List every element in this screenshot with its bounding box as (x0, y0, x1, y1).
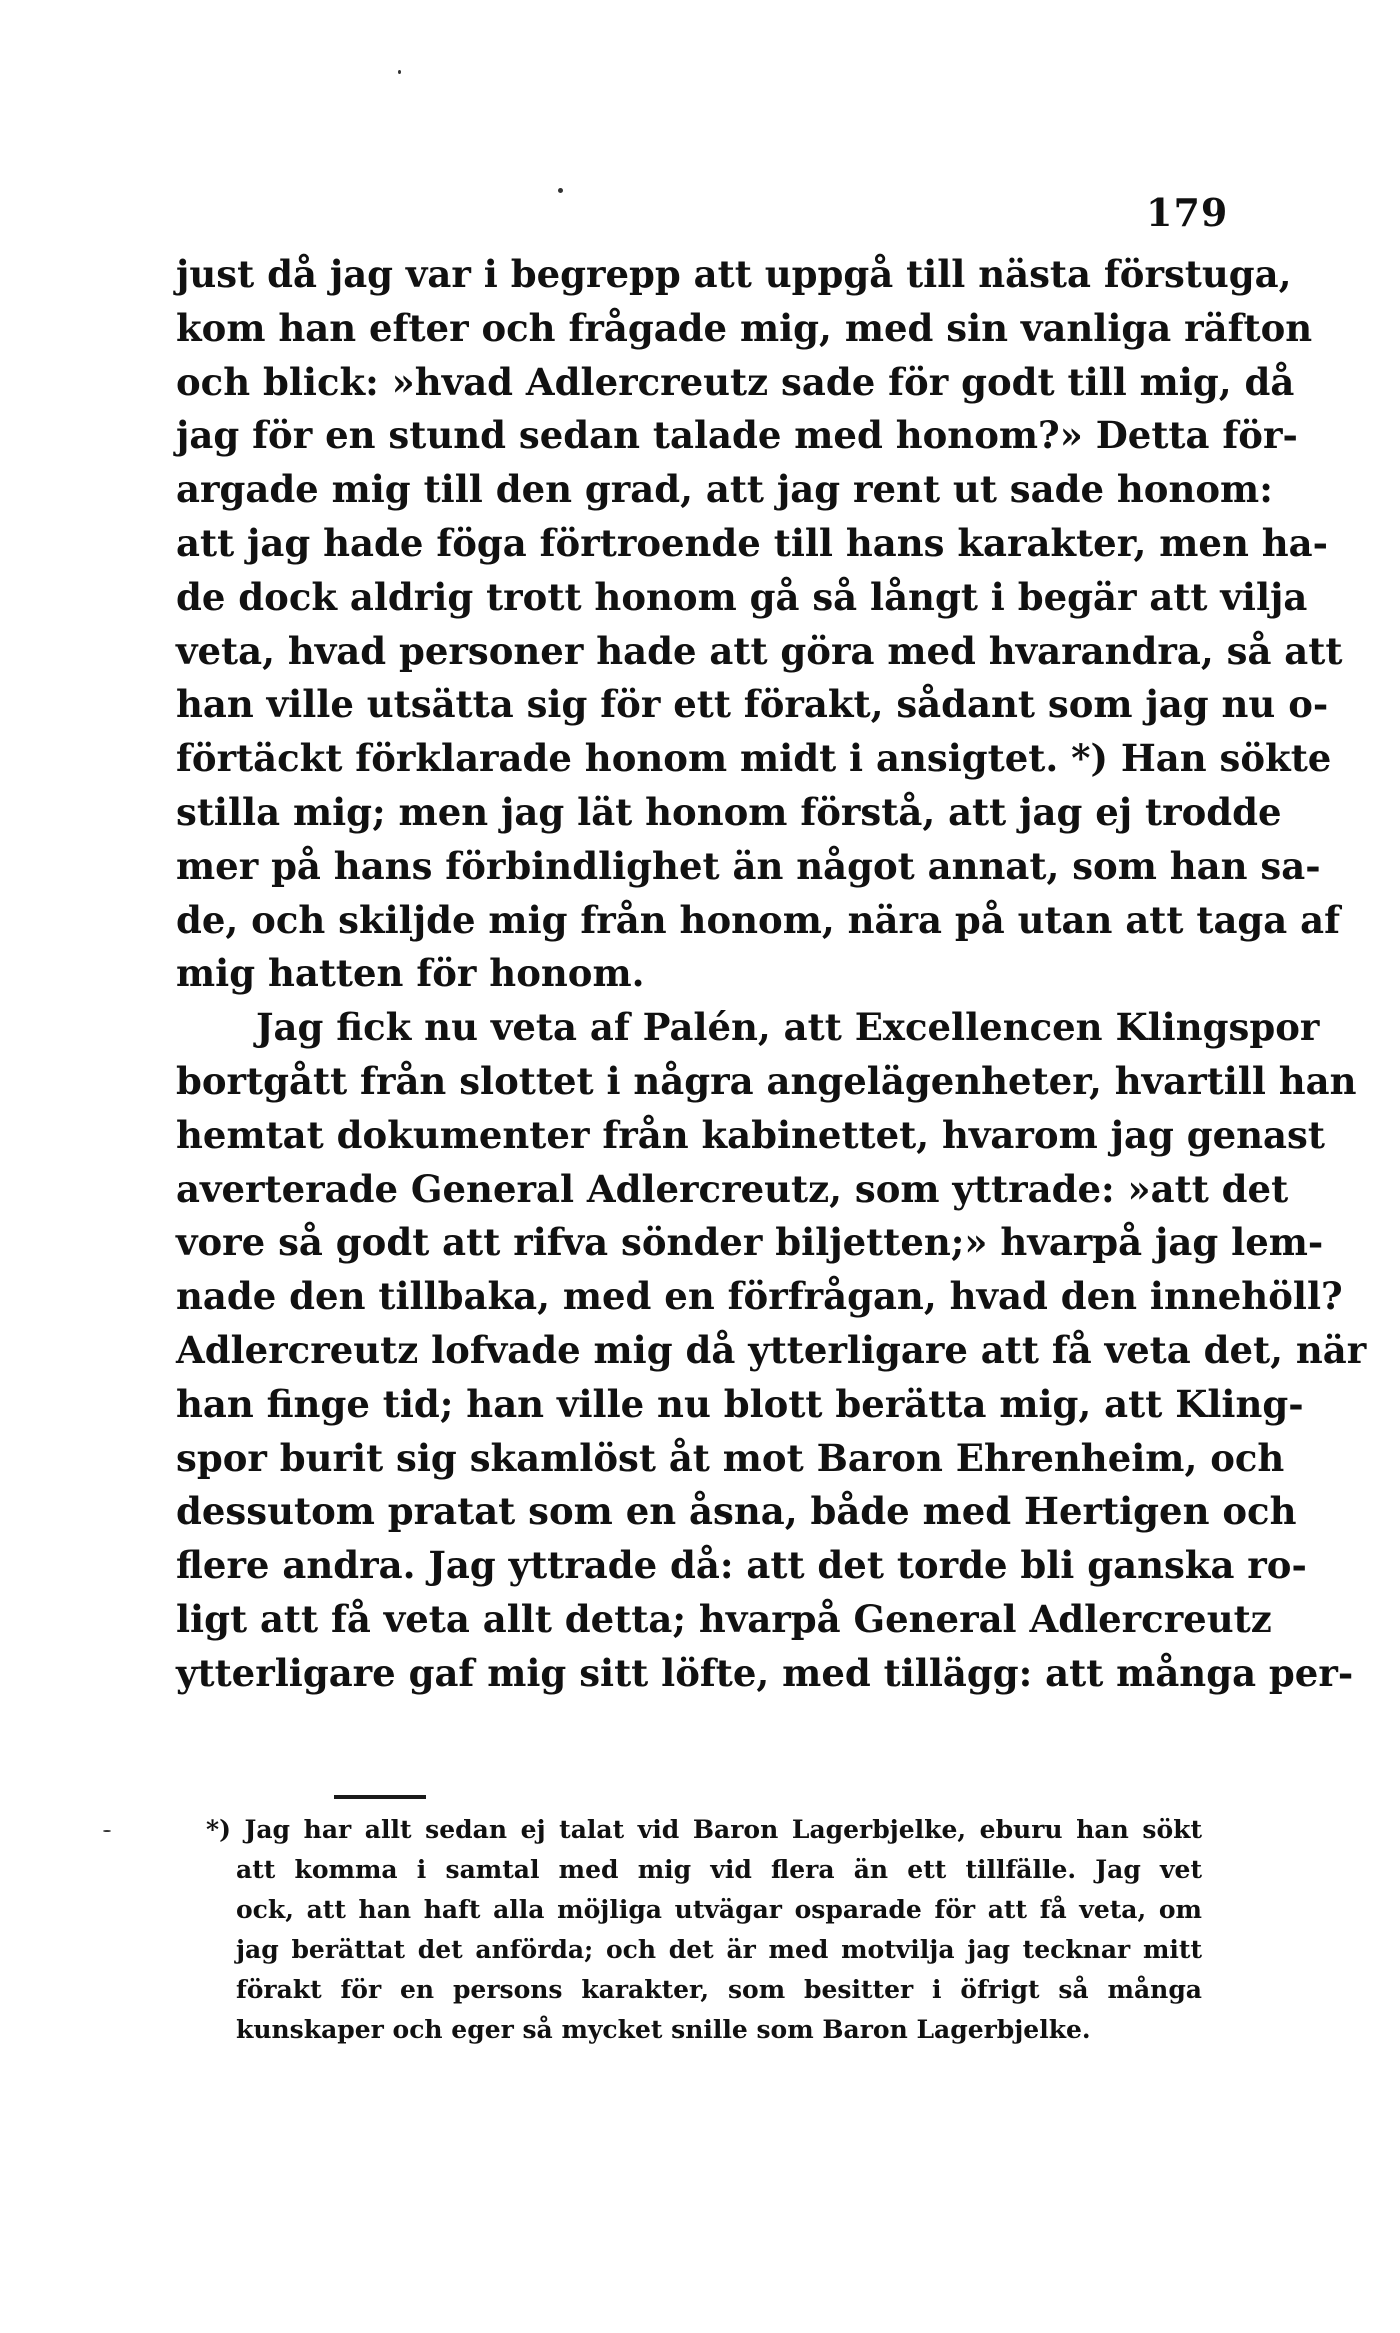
text-line: att jag hade föga förtroende till hans karakter, men ha- (176, 520, 1328, 565)
text-line: Adlercreutz lofvade mig då ytterligare att få veta det, när (176, 1327, 1367, 1372)
paper-speck (398, 70, 401, 74)
text-line: förtäckt förklarade honom midt i ansigtet. *) Han sökte (176, 736, 1332, 781)
footnote-separator-rule (334, 1795, 426, 1799)
footnote-line: ock, att han haft alla möjliga utvägar osparade för att få veta, om (236, 1895, 1202, 1924)
footnote-line: jag berättat det anförda; och det är med motvilja jag tecknar mitt (236, 1935, 1202, 1964)
paragraph-start-line: Jag fick nu veta af Palén, att Excellencen Klingspor (256, 1005, 1320, 1050)
text-line: ytterligare gaf mig sitt löfte, med tillägg: att många per- (176, 1650, 1354, 1695)
footnote-line: kunskaper och eger så mycket snille som Baron Lagerbjelke. (236, 2015, 1091, 2044)
text-line: och blick: »hvad Adlercreutz sade för godt till mig, då (176, 359, 1295, 404)
text-line: dessutom pratat som en åsna, både med Hertigen och (176, 1489, 1297, 1534)
body-text (176, 248, 1367, 1701)
text-line: flere andra. Jag yttrade då: att det torde bli ganska ro- (176, 1543, 1307, 1588)
footnote (206, 1810, 1202, 2050)
text-line: jag för en stund sedan talade med honom?» Detta för- (176, 413, 1298, 458)
text-line: mer på hans förbindlighet än något annat, som han sa- (176, 843, 1321, 888)
text-line: spor burit sig skamlöst åt mot Baron Ehrenheim, och (176, 1435, 1285, 1480)
text-line: ligt att få veta allt detta; hvarpå General Adlercreutz (176, 1596, 1272, 1641)
text-line: averterade General Adlercreutz, som yttrade: »att det (176, 1166, 1289, 1211)
footnote-line: att komma i samtal med mig vid flera än ett tillfälle. Jag vet (236, 1855, 1202, 1884)
text-line: de dock aldrig trott honom gå så långt i begär att vilja (176, 574, 1308, 619)
page-number: 179 (1146, 190, 1229, 235)
text-line: kom han efter och frågade mig, med sin vanliga räfton (176, 305, 1313, 350)
paper-speck (558, 188, 563, 193)
footnote-line: förakt för en persons karakter, som besitter i öfrigt så många (236, 1975, 1202, 2004)
text-line: bortgått från slottet i några angelägenheter, hvartill han (176, 1058, 1357, 1103)
text-line: just då jag var i begrepp att uppgå till nästa förstuga, (176, 252, 1292, 296)
text-line: vore så godt att rifva sönder biljetten;» hvarpå jag lem- (176, 1220, 1324, 1265)
text-line: stilla mig; men jag lät honom förstå, att jag ej trodde (176, 789, 1282, 834)
text-line: veta, hvad personer hade att göra med hvarandra, så att (176, 628, 1343, 673)
text-line: argade mig till den grad, att jag rent ut sade honom: (176, 467, 1273, 512)
text-line: nade den tillbaka, med en förfrågan, hvad den innehöll? (176, 1274, 1343, 1319)
paper-speck (103, 1830, 111, 1832)
text-line: hemtat dokumenter från kabinettet, hvarom jag genast (176, 1112, 1325, 1157)
text-line: han finge tid; han ville nu blott berätta mig, att Kling- (176, 1381, 1304, 1426)
text-line: de, och skiljde mig från honom, nära på utan att taga af (176, 897, 1341, 942)
text-line: mig hatten för honom. (176, 951, 645, 996)
text-line: han ville utsätta sig för ett förakt, sådant som jag nu o- (176, 682, 1329, 727)
footnote-line: *) Jag har allt sedan ej talat vid Baron Lagerbjelke, eburu han sökt (206, 1815, 1202, 1844)
